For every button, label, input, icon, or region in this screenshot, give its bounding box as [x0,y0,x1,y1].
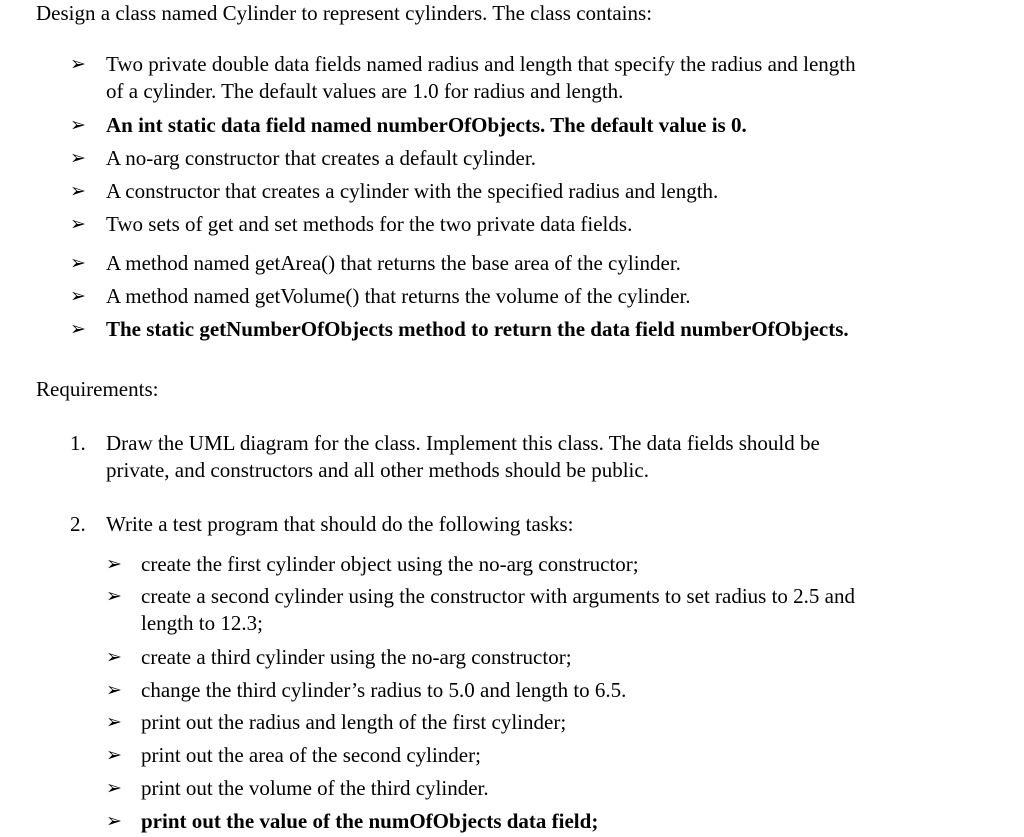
arrow-bullet-icon: ➢ [70,181,86,202]
requirement-text: Write a test program that should do the following tasks: [106,512,574,536]
requirement-number: 2. [70,512,86,536]
task-text: create the first cylinder object using the no-arg constructor; [141,552,639,576]
class-item-text: A method named getArea() that returns the base area of the cylinder. [106,251,681,275]
arrow-bullet-icon: ➢ [70,148,86,169]
class-item-text: An int static data field named numberOfObjects. The default value is 0. [106,113,747,137]
arrow-bullet-icon: ➢ [70,115,86,136]
class-item-text: The static getNumberOfObjects method to return the data field numberOfObjects. [106,317,849,341]
class-item-line: Two private double data fields named radius and length that specify the radius and length [106,52,856,76]
arrow-bullet-icon: ➢ [106,554,122,575]
arrow-bullet-icon: ➢ [106,778,122,799]
class-item-text: A constructor that creates a cylinder with the specified radius and length. [106,179,719,203]
task-line: length to 12.3; [141,611,263,635]
requirement-line: Draw the UML diagram for the class. Implement this class. The data fields should be [106,431,820,455]
task-text: print out the radius and length of the first cylinder; [141,710,567,734]
task-text: print out the value of the numOfObjects data field; [141,809,599,833]
class-item-text: A no-arg constructor that creates a default cylinder. [106,146,536,170]
task-text: change the third cylinder’s radius to 5.0 and length to 6.5. [141,678,627,702]
arrow-bullet-icon: ➢ [70,214,86,235]
task-text: print out the area of the second cylinder; [141,743,481,767]
task-text [141,583,961,637]
arrow-bullet-icon: ➢ [106,745,122,766]
arrow-bullet-icon: ➢ [70,253,86,274]
arrow-bullet-icon: ➢ [106,811,122,832]
class-item-text [106,51,966,105]
arrow-bullet-icon: ➢ [106,586,122,607]
task-line: create a second cylinder using the constructor with arguments to set radius to 2.5 and [141,584,855,608]
requirement-number: 1. [70,431,86,455]
requirements-heading: Requirements: [36,377,159,401]
arrow-bullet-icon: ➢ [106,712,122,733]
arrow-bullet-icon: ➢ [106,680,122,701]
intro-paragraph: Design a class named Cylinder to represent cylinders. The class contains: [36,1,653,25]
arrow-bullet-icon: ➢ [70,319,86,340]
class-item-text: A method named getVolume() that returns the volume of the cylinder. [106,284,691,308]
task-text: create a third cylinder using the no-arg constructor; [141,645,572,669]
requirement-line: private, and constructors and all other methods should be public. [106,458,649,482]
class-item-line: of a cylinder. The default values are 1.0 for radius and length. [106,79,624,103]
arrow-bullet-icon: ➢ [106,647,122,668]
arrow-bullet-icon: ➢ [70,286,86,307]
requirement-text [106,430,946,484]
class-item-text: Two sets of get and set methods for the two private data fields. [106,212,633,236]
arrow-bullet-icon: ➢ [70,54,86,75]
task-text: print out the volume of the third cylinder. [141,776,489,800]
